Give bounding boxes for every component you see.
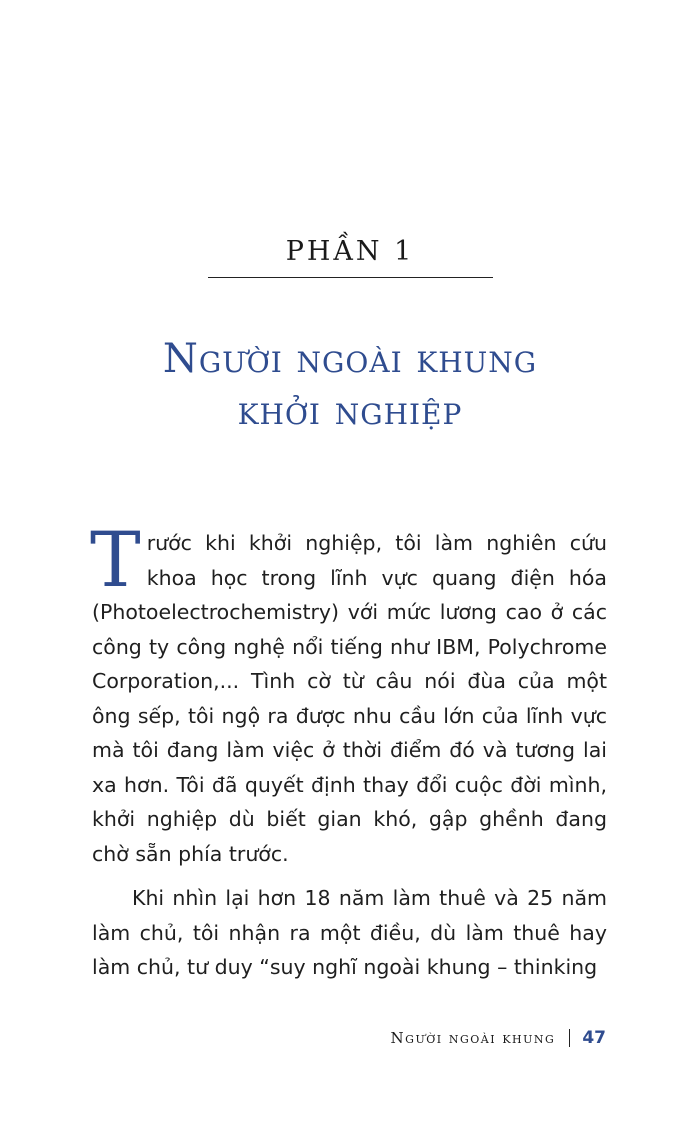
page-footer — [391, 1028, 606, 1048]
footer-separator — [569, 1029, 570, 1047]
part-title-line-1: Người ngoài khung — [162, 336, 538, 382]
paragraph-1-text: rước khi khởi nghiệp, tôi làm nghiên cứu khoa học trong lĩnh vực quang điện hóa (Photoelectrochemistry) với mức lương cao ở các công ty công nghệ nổi tiếng như IBM, Polychrome Corporation,... Tình cờ từ câu nói đùa của một ông sếp, tôi ngộ ra được nhu cầu lớn của lĩnh vực mà tôi đang làm việc ở thời điểm đó và tương lai xa hơn. Tôi đã quyết định thay đổi cuộc đời mình, khởi nghiệp dù biết gian khó, gập ghềnh đang chờ sẵn phía trước. — [92, 531, 607, 866]
page-number: 47 — [582, 1028, 606, 1048]
paragraph-1 — [90, 515, 607, 871]
drop-cap: T — [90, 515, 141, 604]
part-label: PHẦN 1 — [285, 236, 415, 267]
part-title — [0, 333, 700, 437]
part-divider — [208, 277, 493, 278]
running-title: Người ngoài khung — [390, 1029, 556, 1047]
body-text — [90, 515, 607, 985]
paragraph-2: Khi nhìn lại hơn 18 năm làm thuê và 25 năm làm chủ, tôi nhận ra một điều, dù làm thuê hay làm chủ, tư duy “suy nghĩ ngoài khung – thinking — [92, 886, 607, 979]
part-title-line-2: khởi nghiệp — [237, 388, 463, 434]
